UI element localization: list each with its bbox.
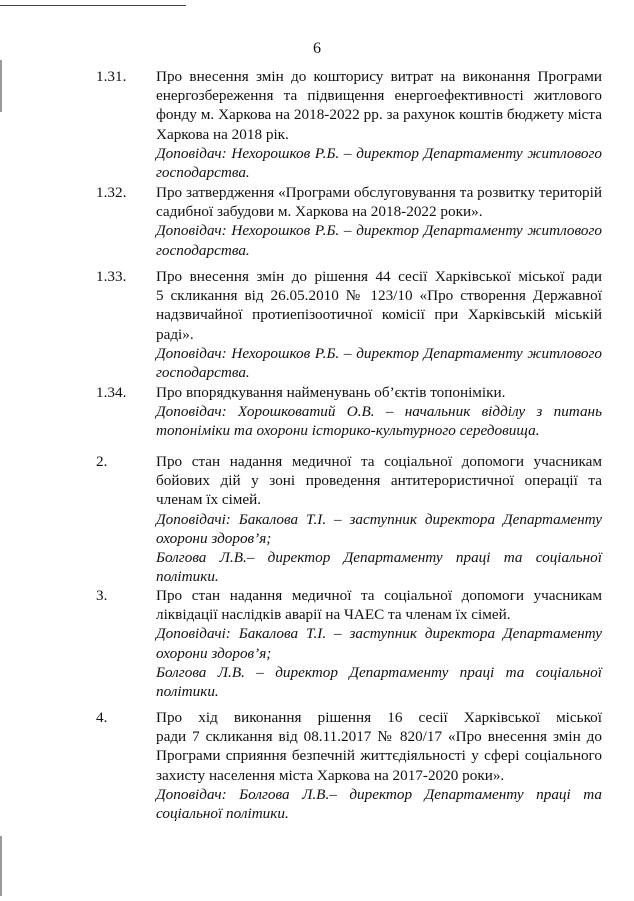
item-title-line: 5 скликання від 26.05.2010 № 123/10 «Про створення Державної <box>156 287 602 305</box>
item-number: 4. <box>96 709 108 726</box>
item-title-line: садибної забудови м. Харкова на 2018-2022 роки». <box>156 203 483 221</box>
page-number: 6 <box>313 40 321 57</box>
agenda-item <box>96 67 602 182</box>
speaker-line: політики. <box>156 568 219 586</box>
item-number: 2. <box>96 453 108 470</box>
item-number: 1.33. <box>96 268 127 285</box>
item-title-line: Про затвердження «Програми обслуговування та розвитку територій <box>156 184 602 201</box>
speaker-line: топоніміки та охорони історико-культурного середовища. <box>156 422 540 440</box>
speaker-line: Доповідачі: Бакалова Т.І. – заступник директора Департаменту <box>156 510 602 528</box>
item-title-line: Про внесення змін до рішення 44 сесії Харківської міської ради <box>156 268 602 285</box>
agenda-item <box>96 452 602 586</box>
item-title-line: захисту населення міста Харкова на 2017-2020 роки». <box>156 766 505 784</box>
agenda-item <box>96 383 602 441</box>
item-title-line: Програми сприяння безпечній життєдіяльності у сфері соціального <box>156 747 602 765</box>
speaker-line: політики. <box>156 683 219 701</box>
item-title-line: енергозбереження та підвищення енергоефективності житлового <box>156 87 602 105</box>
speaker-line: охорони здоров’я; <box>156 529 272 547</box>
item-title-line: ліквідації наслідків аварії на ЧАЕС та членам їх сімей. <box>156 606 511 624</box>
scan-margin-mark <box>0 60 2 112</box>
item-title-line: бойових дій у зоні проведення антитерористичної операції та <box>156 472 602 490</box>
agenda-item <box>96 708 602 823</box>
item-title-line: Про хід виконання рішення 16 сесії Харківської міської <box>156 709 602 726</box>
agenda-item <box>96 267 602 382</box>
item-title-line: Харкова на 2018 рік. <box>156 125 289 143</box>
item-title-line: раді». <box>156 325 194 343</box>
speaker-line: Доповідач: Нехорошков Р.Б. – директор Департаменту житлового <box>156 222 602 240</box>
item-number: 3. <box>96 587 108 604</box>
speaker-line: Доповідач: Хорошковатий О.В. – начальник відділу з питань <box>156 403 602 421</box>
item-title-line: Про стан надання медичної та соціальної допомоги учасникам <box>156 453 602 470</box>
item-title-line: надзвичайної протиепізоотичної комісії при Харківській міській <box>156 306 602 324</box>
item-title-line: Про стан надання медичної та соціальної допомоги учасникам <box>156 587 602 604</box>
agenda-item <box>96 586 602 701</box>
item-title-line: Про внесення змін до кошторису витрат на виконання Програми <box>156 68 602 85</box>
speaker-line: Болгова Л.В.– директор Департаменту праці та соціальної <box>156 549 602 567</box>
speaker-line: Доповідач: Нехорошков Р.Б. – директор Департаменту житлового <box>156 344 602 362</box>
speaker-line: Доповідачі: Бакалова Т.І. – заступник директора Департаменту <box>156 625 602 643</box>
item-number: 1.34. <box>96 384 127 401</box>
scan-margin-mark <box>0 836 2 896</box>
top-rule <box>0 5 186 6</box>
speaker-line: Доповідач: Нехорошков Р.Б. – директор Департаменту житлового <box>156 144 602 162</box>
item-title-line: фонду м. Харкова на 2018-2022 рр. за рахунок коштів бюджету міста <box>156 106 602 124</box>
speaker-line: Болгова Л.В. – директор Департаменту праці та соціальної <box>156 663 602 681</box>
item-number: 1.31. <box>96 68 127 85</box>
agenda-item <box>96 183 602 260</box>
item-title-line: Про впорядкування найменувань об’єктів топоніміки. <box>156 384 506 401</box>
speaker-line: соціальної політики. <box>156 805 289 823</box>
item-number: 1.32. <box>96 184 127 201</box>
speaker-line: Доповідач: Болгова Л.В.– директор Департаменту праці та <box>156 785 602 803</box>
item-title-line: ради 7 скликання від 08.11.2017 № 820/17 «Про внесення змін до <box>156 728 602 746</box>
item-title-line: членам їх сімей. <box>156 491 262 509</box>
speaker-line: охорони здоров’я; <box>156 644 272 662</box>
speaker-line: господарства. <box>156 364 250 382</box>
speaker-line: господарства. <box>156 164 250 182</box>
speaker-line: господарства. <box>156 241 250 259</box>
